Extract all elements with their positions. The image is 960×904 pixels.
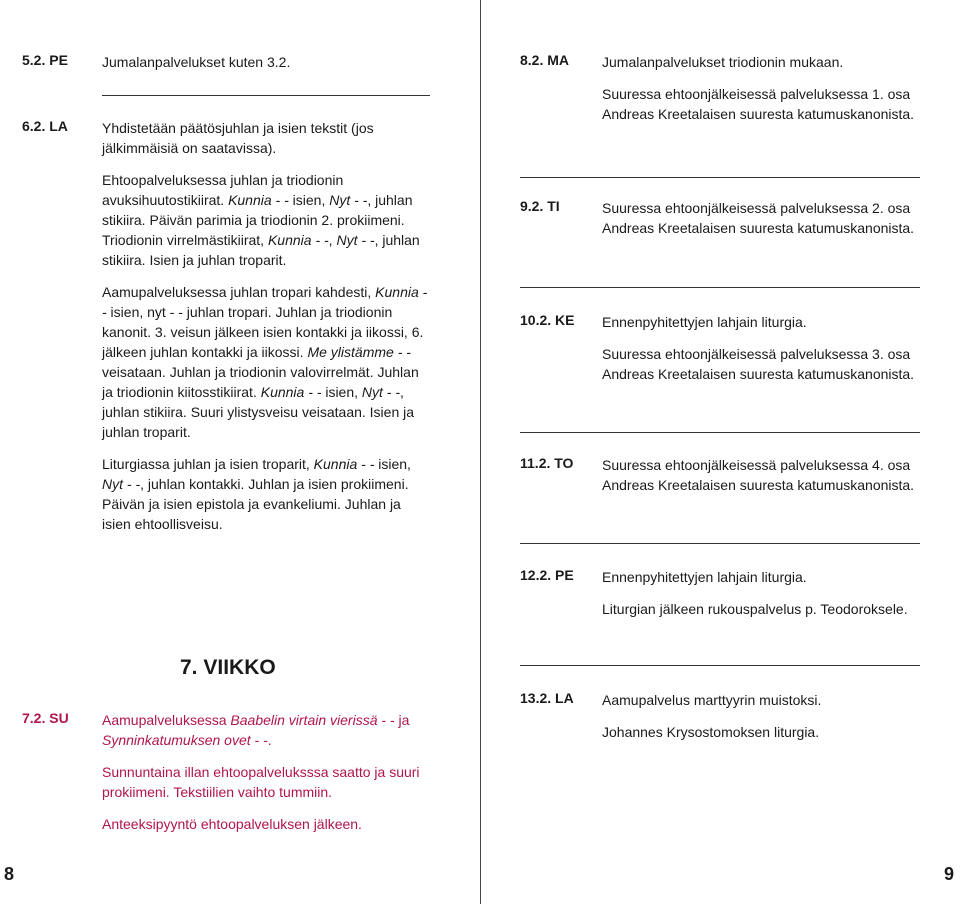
date-label: 6.2. LA: [22, 118, 68, 134]
page-number: 9: [944, 864, 955, 884]
paragraph: Suuressa ehtoonjälkeisessä palveluksessa 2. osa Andreas Kreetalaisen suuresta katumuskanonista.: [602, 200, 915, 236]
date-label: 11.2. TO: [520, 455, 574, 471]
paragraph: Ennenpyhitettyjen lahjain liturgia.: [602, 314, 807, 330]
entry-body: [602, 312, 920, 384]
paragraph: Liturgian jälkeen rukouspalvelus p. Teodoroksele.: [602, 601, 908, 617]
entry-body: [102, 118, 428, 534]
entry-body: [602, 455, 920, 495]
paragraph: Aamupalvelus marttyyrin muistoksi.: [602, 692, 822, 708]
paragraph: Suuressa ehtoonjälkeisessä palveluksessa 1. osa Andreas Kreetalaisen suuresta katumuskanonista.: [602, 86, 915, 122]
entry-body: [102, 710, 428, 834]
date-label: 8.2. MA: [520, 52, 570, 68]
date-label: 13.2. LA: [520, 690, 574, 706]
entry-body: [602, 690, 920, 742]
date-label: 12.2. PE: [520, 567, 574, 583]
separator-rule: [520, 432, 920, 433]
separator-rule: [520, 543, 920, 544]
page-gutter-divider: [480, 0, 481, 904]
entry-text: Jumalanpalvelukset kuten 3.2.: [102, 54, 291, 70]
separator-rule: [102, 95, 430, 96]
separator-rule: [520, 665, 920, 666]
entry-body: [602, 52, 920, 124]
date-label: 7.2. SU: [22, 710, 69, 726]
paragraph: Aamupalveluksessa Baabelin virtain vierissä - - ja Synninkatumuksen ovet - -.: [102, 712, 410, 748]
page-number: 8: [4, 864, 15, 884]
paragraph: Ennenpyhitettyjen lahjain liturgia.: [602, 569, 807, 585]
paragraph: Anteeksipyyntö ehtoopalveluksen jälkeen.: [102, 816, 362, 832]
paragraph: Jumalanpalvelukset triodionin mukaan.: [602, 54, 844, 70]
separator-rule: [520, 177, 920, 178]
paragraph: Ehtoopalveluksessa juhlan ja triodionin avuksihuutostikiirat. Kunnia - - isien, Nyt - -, juhlan stikiira. Päivän parimia ja triodionin 2. prokiimeni. Triodionin virrelmästikiirat, Kunnia - -, Nyt - -, juhlan stikiira. Isien ja juhlan troparit.: [102, 172, 420, 268]
date-label: 10.2. KE: [520, 312, 575, 328]
entry-body: [602, 198, 920, 238]
paragraph: Suuressa ehtoonjälkeisessä palveluksessa 3. osa Andreas Kreetalaisen suuresta katumuskanonista.: [602, 346, 915, 382]
entry-body: [602, 567, 920, 619]
paragraph: Yhdistetään päätösjuhlan ja isien tekstit (jos jälkimmäisiä on saatavissa).: [102, 120, 374, 156]
paragraph: Johannes Krysostomoksen liturgia.: [602, 724, 820, 740]
date-label: 9.2. TI: [520, 198, 560, 214]
separator-rule: [520, 287, 920, 288]
paragraph: Sunnuntaina illan ehtoopalveluksssa saatto ja suuri prokiimeni. Tekstiilien vaihto tummiin.: [102, 764, 420, 800]
paragraph: Liturgiassa juhlan ja isien troparit, Kunnia - - isien, Nyt - -, juhlan kontakki. Juhlan ja isien prokiimeni. Päivän ja isien epistola ja evankeliumi. Juhlan ja isien ehtoollisveisu.: [102, 456, 411, 532]
paragraph: Aamupalveluksessa juhlan tropari kahdesti, Kunnia - - isien, nyt - - juhlan tropari. Juhlan ja triodionin kanonit. 3. veisun jälkeen isien kontakki ja iikossi, 6. jälkeen juhlan kontakki ja iikossi. Me ylistämme - - veisataan. Juhlan ja triodionin valovirrelmät. Juhlan ja triodionin kiitosstikiirat. Kunnia - - isien, Nyt - -, juhlan stikiira. Suuri ylistysveisu veisataan. Isien ja juhlan troparit.: [102, 284, 428, 440]
paragraph: Suuressa ehtoonjälkeisessä palveluksessa 4. osa Andreas Kreetalaisen suuresta katumuskanonista.: [602, 457, 915, 493]
week-heading: 7. VIIKKO: [180, 656, 276, 679]
date-label: 5.2. PE: [22, 52, 68, 68]
